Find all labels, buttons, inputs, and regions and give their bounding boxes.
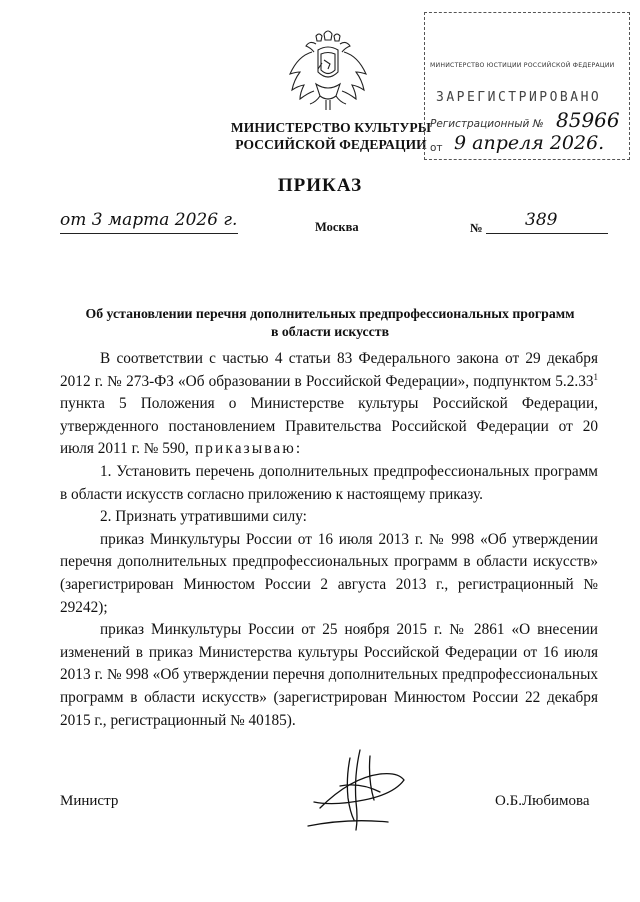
- preamble-text-b: пункта 5 Положения о Министерстве культуры Российской Федерации, утвержденного постановлением Правительства Российской Федерации от 20 июля 2011 г. № 590,: [60, 395, 598, 458]
- ministry-line-1: МИНИСТЕРСТВО КУЛЬТУРЫ: [230, 120, 432, 135]
- document-title: [60, 305, 600, 341]
- order-number: 389: [525, 210, 558, 230]
- stamp-date: 9 апреля 2026.: [454, 132, 605, 154]
- signatory-position: Министр: [60, 793, 119, 809]
- stamp-reg-number-label: Регистрационный №: [430, 118, 544, 130]
- document-type: ПРИКАЗ: [277, 175, 363, 196]
- order-date: от 3 марта 2026 г.: [60, 210, 238, 230]
- number-underline: [486, 233, 608, 234]
- handwritten-signature: [300, 738, 420, 838]
- stamp-date-label: от: [430, 142, 443, 154]
- document-body: [60, 348, 598, 732]
- stamp-ministry-text: МИНИСТЕРСТВО ЮСТИЦИИ РОССИЙСКОЙ ФЕДЕРАЦИИ: [430, 62, 615, 69]
- order-word: приказываю:: [188, 440, 303, 458]
- item-2: 2. Признать утратившими силу:: [100, 508, 307, 526]
- date-underline: [60, 233, 238, 234]
- coat-of-arms-icon: [286, 24, 370, 120]
- item-1: 1. Установить перечень дополнительных предпрофессиональных программ в области искусств согласно приложению к настоящему приказу.: [60, 462, 598, 503]
- order-number-label: №: [470, 221, 483, 235]
- footnote-marker: 1: [593, 371, 598, 382]
- order-city: Москва: [315, 220, 359, 234]
- registration-stamp: [424, 12, 630, 160]
- ministry-name: [218, 119, 444, 153]
- preamble-paragraph: [60, 348, 598, 461]
- stamp-reg-number: 85966: [556, 108, 620, 132]
- item-2-a: приказ Минкультуры России от 16 июля 2013 г. № 998 «Об утверждении перечня дополнительных предпрофессиональных программ в области искусств» (зарегистрирован Минюстом России 2 августа 2013 г., регистрационный № 29242);: [60, 530, 598, 616]
- document-title-line-2: в области искусств: [270, 324, 390, 339]
- preamble-text-a: В соответствии с частью 4 статьи 83 Федерального закона от 29 декабря 2012 г. № 273-ФЗ «Об образовании в Российской Федерации», подпунктом 5.2.33: [60, 350, 598, 390]
- document-title-line-1: Об установлении перечня дополнительных предпрофессиональных программ: [85, 306, 575, 321]
- signatory-name: О.Б.Любимова: [495, 793, 590, 809]
- item-2-b: приказ Минкультуры России от 25 ноября 2015 г. № 2861 «О внесении изменений в приказ Министерства культуры Российской Федерации от 16 июля 2013 г. № 998 «Об утверждении перечня дополнительных предпрофессиональных программ в области искусств» (зарегистрирован Минюстом России 22 декабря 2015 г., регистрационный № 40185).: [60, 621, 598, 729]
- stamp-status: ЗАРЕГИСТРИРОВАНО: [436, 90, 602, 105]
- ministry-line-2: РОССИЙСКОЙ ФЕДЕРАЦИИ: [235, 137, 427, 152]
